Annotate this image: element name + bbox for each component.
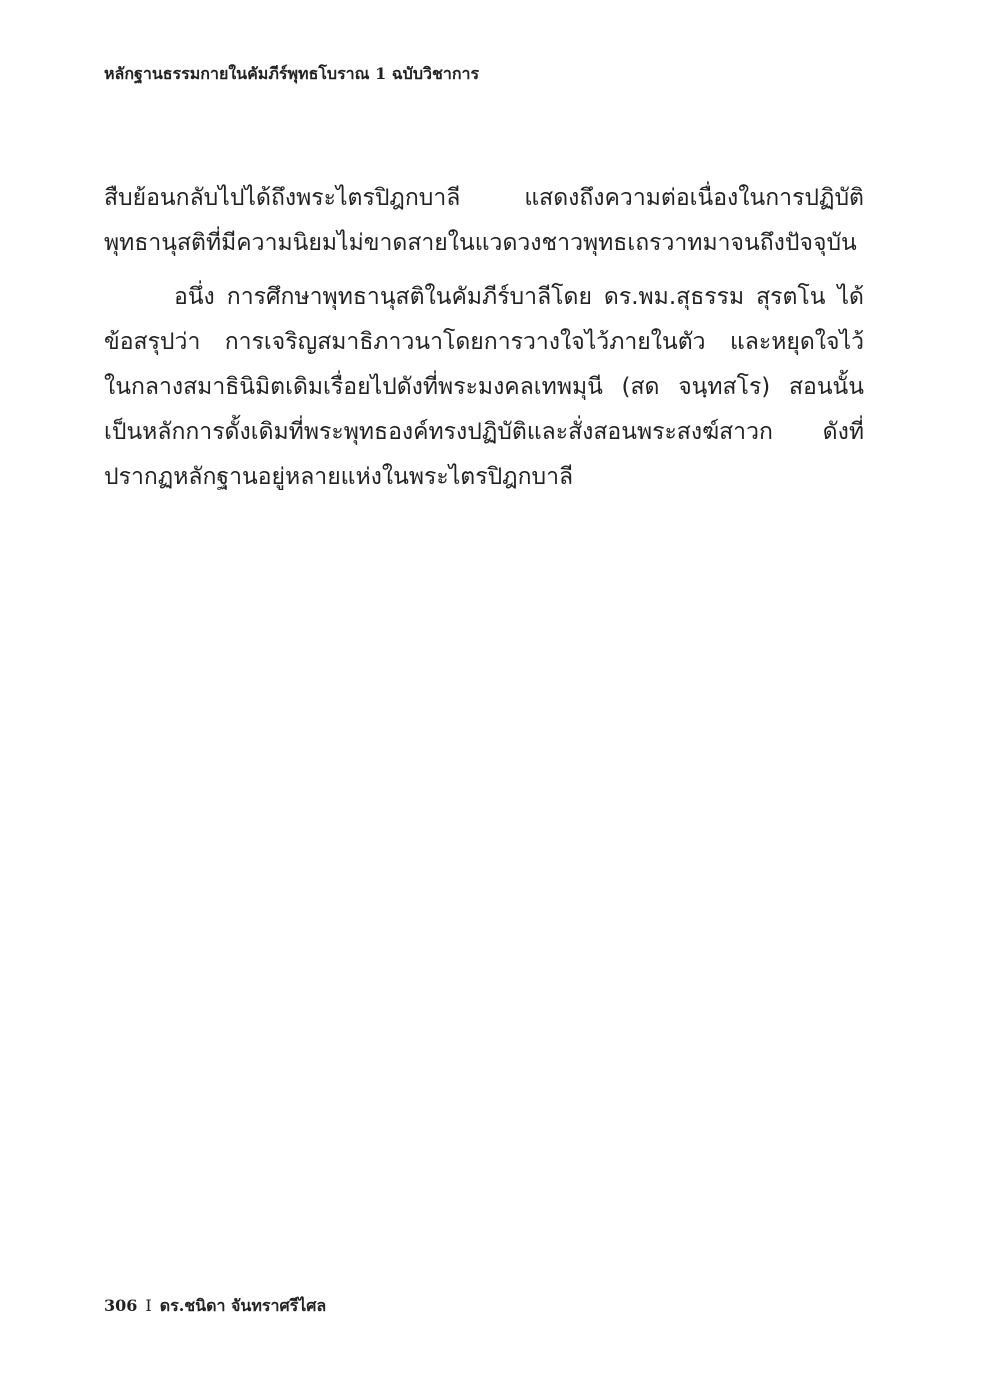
running-header: หลักฐานธรรมกายในคัมภีร์พุทธโบราณ 1 ฉบับวิชาการ bbox=[104, 64, 480, 83]
text-segment: เป็นหลักการดั้งเดิมที่พระพุทธองค์ทรงปฏิบัติและสั่งสอนพระสงฆ์สาวก bbox=[104, 419, 773, 445]
author-name: ดร.ชนิดา จันทราศรีไศล bbox=[159, 1296, 327, 1315]
footer-separator: I bbox=[145, 1296, 152, 1315]
text-segment: แสดงถึงความต่อเนื่องในการปฏิบัติ bbox=[524, 185, 864, 211]
text-segment: สืบย้อนกลับไปได้ถึงพระไตรปิฎกบาลี bbox=[104, 185, 461, 211]
text-segment: (สด bbox=[621, 374, 660, 400]
text-line bbox=[104, 410, 864, 455]
text-segment: อนึ่ง bbox=[174, 284, 215, 310]
text-line bbox=[104, 320, 864, 365]
page-number: 306 bbox=[104, 1296, 138, 1315]
text-segment: และหยุดใจไว้ bbox=[729, 329, 864, 355]
text-segment: การศึกษาพุทธานุสติในคัมภีร์บาลีโดย bbox=[226, 284, 592, 310]
page-footer bbox=[104, 1294, 326, 1319]
text-segment: ดร.พม.สุธรรม bbox=[603, 284, 745, 310]
text-line bbox=[104, 275, 864, 320]
paragraph bbox=[104, 176, 864, 266]
text-segment: พุทธานุสติที่มีความนิยมไม่ขาดสายในแวดวงชาวพุทธเถรวาทมาจนถึงปัจจุบัน bbox=[104, 230, 857, 256]
text-segment: ปรากฏหลักฐานอยู่หลายแห่งในพระไตรปิฎกบาลี bbox=[104, 464, 574, 490]
text-line bbox=[104, 221, 864, 266]
text-line bbox=[104, 365, 864, 410]
text-segment: ข้อสรุปว่า bbox=[104, 329, 201, 355]
text-segment: สอนนั้น bbox=[788, 374, 864, 400]
paragraph bbox=[104, 275, 864, 500]
text-segment: สุรตโน bbox=[756, 284, 826, 310]
text-line bbox=[104, 455, 864, 500]
text-segment: จนฺทสโร) bbox=[678, 374, 771, 400]
body-text bbox=[104, 176, 864, 500]
text-segment: ในกลางสมาธินิมิตเดิมเรื่อยไปดังที่พระมงคลเทพมุนี bbox=[104, 374, 603, 400]
text-segment: ได้ bbox=[837, 284, 864, 310]
text-segment: ดังที่ bbox=[822, 419, 864, 445]
text-segment: การเจริญสมาธิภาวนาโดยการวางใจไว้ภายในตัว bbox=[224, 329, 706, 355]
text-line bbox=[104, 176, 864, 221]
